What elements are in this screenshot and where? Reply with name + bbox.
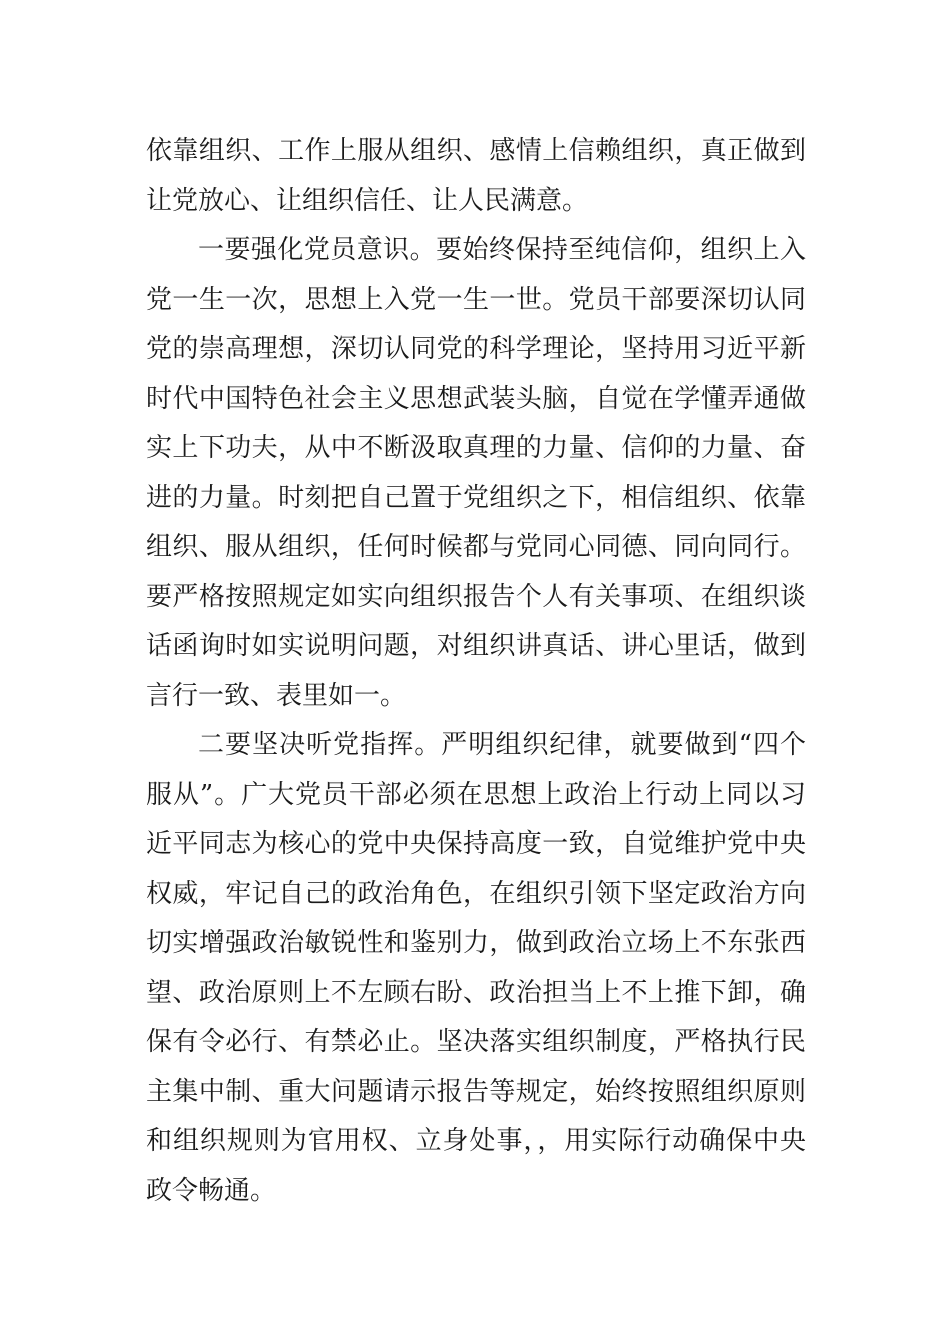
text-line: 主集中制、重大问题请示报告等规定，始终按照组织原则 xyxy=(146,1076,806,1107)
text-line: 权威，牢记自己的政治角色，在组织引领下坚定政治方向 xyxy=(146,878,806,909)
paragraph-start-line: 二要坚决听党指挥。严明组织纪律，就要做到“四个 xyxy=(198,730,806,760)
text-line: 话函询时如实说明问题，对组织讲真话、讲心里话，做到 xyxy=(146,631,806,661)
text-line: 党一生一次，思想上入党一生一世。党员干部要深切认同 xyxy=(146,284,806,315)
text-line: 保有令必行、有禁必止。坚决落实组织制度，严格执行民 xyxy=(146,1027,806,1057)
text-line: 望、政治原则上不左顾右盼、政治担当上不上推下卸，确 xyxy=(146,977,806,1008)
text-line: 服从”。广大党员干部必须在思想上政治上行动上同以习 xyxy=(146,779,806,810)
text-line: 进的力量。时刻把自己置于党组织之下，相信组织、依靠 xyxy=(146,482,806,513)
text-line: 时代中国特色社会主义思想武装头脑，自觉在学懂弄通做 xyxy=(146,383,806,414)
paragraph-start-line: 一要强化党员意识。要始终保持至纯信仰，组织上入 xyxy=(198,235,806,265)
text-line: 党的崇高理想，深切认同党的科学理论，坚持用习近平新 xyxy=(146,334,806,364)
text-line: 近平同志为核心的党中央保持高度一致，自觉维护党中央 xyxy=(146,829,806,859)
text-line: 让党放心、让组织信任、让人民满意。 xyxy=(146,185,589,216)
text-line: 依靠组织、工作上服从组织、感情上信赖组织，真正做到 xyxy=(146,136,806,166)
text-line: 实上下功夫，从中不断汲取真理的力量、信仰的力量、奋 xyxy=(146,433,806,463)
document-body xyxy=(146,127,806,1216)
text-line: 政令畅通。 xyxy=(146,1175,277,1206)
text-line: 言行一致、表里如一。 xyxy=(146,680,407,711)
text-line: 切实增强政治敏锐性和鉴别力，做到政治立场上不东张西 xyxy=(146,928,806,958)
text-line: 和组织规则为官用权、立身处事，，用实际行动确保中央 xyxy=(146,1126,806,1156)
text-line: 要严格按照规定如实向组织报告个人有关事项、在组织谈 xyxy=(146,581,806,612)
text-line: 组织、服从组织，任何时候都与党同心同德、同向同行。 xyxy=(146,532,806,562)
